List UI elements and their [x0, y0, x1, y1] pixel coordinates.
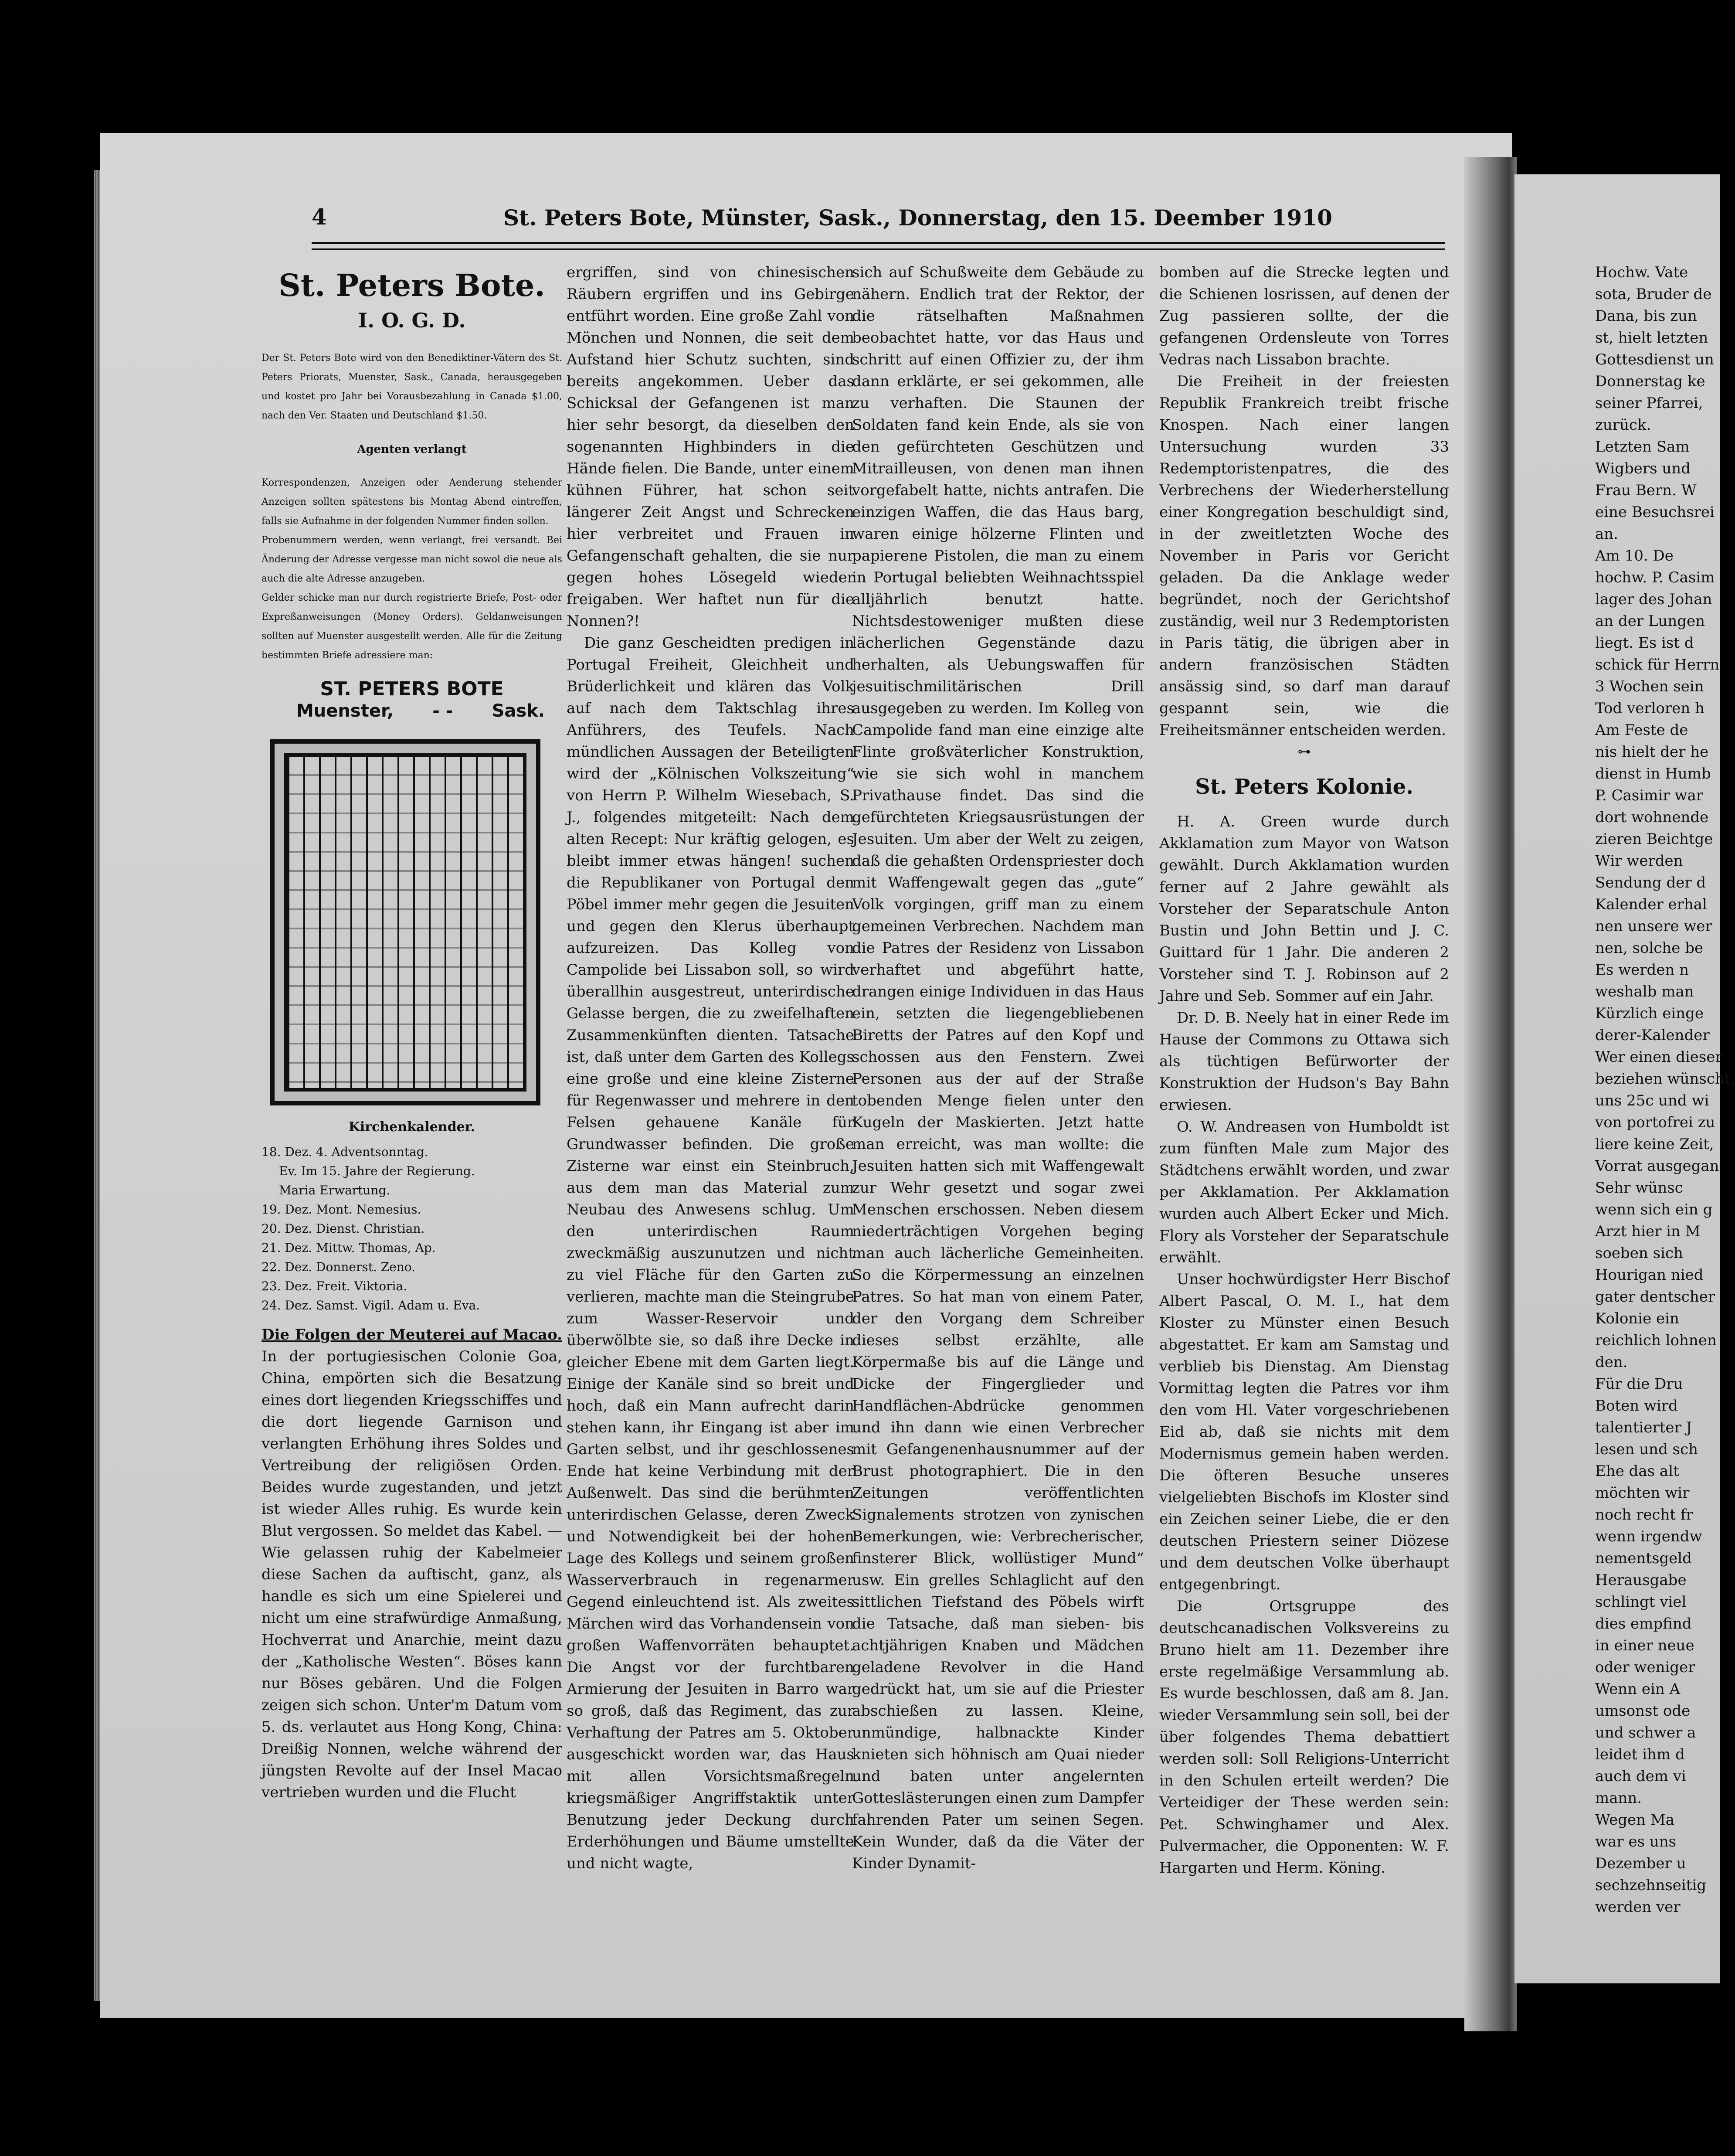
- col4-text-7: Die Ortsgruppe des deutschcanadischen Volksvereins zu Bruno hielt am 11. Dezember ihre erste regelmäßige Versammlung ab. Es wurde beschlossen, daß am 8. Jan. wieder Versammlung sein soll, bei der über folgendes Thema debattiert werden soll: Soll Religions-Unterricht in den Schulen erteilt werden? Die Verteidiger der These werden sein: Pet. Schwinghamer und Alex. Pulvermacher, die Opponenten: W. F. Hargarten und Herm. Köning.: [1159, 1598, 1449, 1877]
- col5-line: Vorrat ausgegan: [1595, 1157, 1719, 1175]
- col5-line: Kalender erhal: [1595, 896, 1707, 913]
- col5-line: Herausgabe: [1595, 1571, 1687, 1589]
- col5-line: Wenn ein A: [1595, 1680, 1681, 1698]
- col5-line: eine Besuchsrei: [1595, 503, 1715, 521]
- col5-line: Dana, bis zun: [1595, 307, 1697, 325]
- col5-line: Wegen Ma: [1595, 1811, 1674, 1829]
- col5-line: leidet ihm d: [1595, 1746, 1685, 1763]
- col2-text-1: ergriffen, sind von chinesischen Räubern ergriffen und ins Gebirge entführt worden. Eine große Zahl von Mönchen und Nonnen, die seit dem Aufstand hier Schutz suchten, sind bereits angekommen. Ueber das Schicksal der Gefangenen ist man hier sehr besorgt, da dieselben den sogenannten Highbinders in die Hände fielen. Die Bande, unter einem kühnen Führer, hat schon seit längerer Zeit Angst und Schrecken hier verbreitet und Frauen in Gefangenschaft gehalten, die sie nur gegen hohes Lösegeld wieder freigaben. Wer haftet nun für die Nonnen?!: [567, 264, 854, 630]
- col5-line: mann.: [1595, 1789, 1642, 1807]
- col5-line: nementsgeld: [1595, 1550, 1692, 1567]
- col5-line: möchten wir: [1595, 1484, 1690, 1502]
- col5-line: Wigbers und: [1595, 460, 1691, 477]
- col5-line: dort wohnende: [1595, 809, 1709, 826]
- masthead-intro: Der St. Peters Bote wird von den Benediktiner-Vätern des St. Peters Priorats, Muenster, Sask., Canada, herausgegeben und kostet pro Jahr bei Vorausbezahlung in Canada $1.00, nach den Ver. Staaten und Deutschland $1.50.: [261, 353, 562, 421]
- col5-line: Wir werden: [1595, 852, 1683, 870]
- calendar-entry: 19. Dez. Mont. Nemesius.: [261, 1202, 421, 1217]
- col5-line: Wer einen dieser: [1595, 1048, 1722, 1066]
- col5-line: an.: [1595, 525, 1618, 543]
- col5-line: umsonst ode: [1595, 1702, 1691, 1720]
- col5-line: P. Casimir war: [1595, 787, 1704, 804]
- col5-line: Tod verloren h: [1595, 700, 1704, 717]
- col5-line: weshalb man: [1595, 983, 1694, 1000]
- col5-line: auch dem vi: [1595, 1768, 1686, 1785]
- col5-line: st, hielt letzten: [1595, 329, 1708, 347]
- col5-line: wenn sich ein g: [1595, 1201, 1713, 1218]
- col5-line: uns 25c und wi: [1595, 1092, 1709, 1109]
- col5-line: Boten wird: [1595, 1397, 1678, 1415]
- col5-line: dies empfind: [1595, 1615, 1692, 1632]
- running-title: St. Peters Bote, Münster, Sask., Donnerstag, den 15. Deember 1910: [503, 205, 1332, 231]
- address-line: [261, 700, 562, 722]
- col5-line: lesen und sch: [1595, 1441, 1698, 1458]
- column-3: [852, 262, 1144, 1874]
- article-macao-text: In der portugiesischen Colonie Goa, China, empörten sich die Besatzung eines dort liegenden Kriegsschiffes und die dort liegende Garnison und verlangten Erhöhung ihres Soldes und Vertreibung der religiösen Orden. Beides wurde zugestanden, und jetzt ist wieder Alles ruhig. Es wurde kein Blut vergossen. So meldet das Kabel. — Wie gelassen ruhig der Kabelmeier diese Sachen da auftischt, ganz, als handle es sich um eine Spielerei und nicht um eine strafwürdige Anmaßung, Hochverrat und Anarchie, meint dazu der „Katholische Westen“. Böses kann nur Böses gebären. Und die Folgen zeigen sich schon. Unter'm Datum vom 5. ds. verlautet aus Hong Kong, China: Dreißig Nonnen, welche während der jüngsten Revolte auf der Insel Macao vertrieben wurden und die Flucht: [261, 1348, 562, 1801]
- col5-line: Am 10. De: [1595, 547, 1674, 565]
- col5-line: von portofrei zu: [1595, 1114, 1715, 1131]
- calendar-entry: 18. Dez. 4. Adventsonntag.: [261, 1145, 428, 1159]
- col5-line: Hochw. Vate: [1595, 264, 1688, 281]
- col5-line: soeben sich: [1595, 1245, 1683, 1262]
- col3-text: sich auf Schußweite dem Gebäude zu nähern. Endlich trat der Rektor, der die rätselhaften Maßnahmen beobachtet hatte, vor das Haus und schritt auf einen Offizier zu, der ihm dann erklärte, er sei gekommen, alle zu verhaften. Die Staunen der Soldaten fand kein Ende, als sie von den gefürchteten Geschützen und Mitrailleusen, von denen man ihnen vorgefabelt hatte, nichts antrafen. Die einzigen Waffen, die das Haus barg, waren einige hölzerne Flinten und papierene Pistolen, die man zu einem in Portugal beliebten Weihnachtsspiel alljährlich benutzt hatte. Nichtsdestoweniger mußten diese lächerlichen Gegenstände dazu herhalten, als Uebungswaffen für jesuitischmilitärischen Drill ausgegeben zu werden. Im Kolleg von Campolide fand man eine einzige alte Flinte großväterlicher Konstruktion, wie sie sich wohl in manchem Privathause findet. Das sind die gefürchteten Kriegsausrüstungen der Jesuiten. Um aber der Welt zu zeigen, daß die gehaßten Ordenspriester doch mit Waffengewalt gegen das „gute“ Volk vorgingen, griff man zu einem gemeinen Verbrechen. Nachdem man die Patres der Residenz von Lissabon verhaftet und abgeführt hatte, drangen einige Individuen in das Haus ein, setzten die liegengebliebenen Biretts der Patres auf den Kopf und schossen aus den Fenstern. Zwei Personen aus der auf der Straße tobenden Menge fielen unter den Kugeln der Maskierten. Jetzt hatte man erreicht, was man wollte: die Jesuiten hatten sich mit Waffengewalt zur Wehr gesetzt und sogar zwei Menschen erschossen. Neben diesem niederträchtigen Vorgehen beging man auch lächerliche Gemeinheiten. So die Körpermessung an einzelnen Patres. So hat man von einem Pater, der den Vorgang dem Schreiber dieses selbst erzählte, alle Körpermaße bis auf die Länge und Dicke der Fingerglieder und Handflächen-Abdrücke genommen und ihn dann wie einen Verbrecher mit Gefangenenhausnummer auf der Brust photographiert. Die in den Zeitungen veröffentlichten Signalements strotzen von zynischen Bemerkungen, wie: Verbrecherischer, finsterer Blick, wollüstiger Mund“ usw. Ein grelles Schlaglicht auf den sittlichen Tiefstand des Pöbels wirft die Tatsache, daß man sieben- bis achtjährigen Knaben und Mädchen geladene Revolver in die Hand gedrückt hat, um sie auf die Priester abschießen zu lassen. Kleine, unmündige, halbnackte Kinder knieten sich höhnisch am Quai nieder und baten unter angelernten Gotteslästerungen einen zum Dampfer fahrenden Pater um seinen Segen. Kein Wunder, daß da die Väter der Kinder Dynamit-: [852, 264, 1144, 1872]
- col5-line: in einer neue: [1595, 1637, 1694, 1654]
- col5-line: beziehen wünscht,: [1595, 1070, 1735, 1088]
- col5-line: dienst in Humb: [1595, 765, 1711, 782]
- col5-line: Sehr wünsc: [1595, 1179, 1683, 1197]
- col5-line: derer-Kalender: [1595, 1027, 1710, 1044]
- notice-3: Gelder schicke man nur durch registrierte Briefe, Post- oder Expreßanweisungen (Money Orders). Geldanweisungen sollten auf Muenster ausgestellt werden. Alle für die Zeitung bestimmten Briefe adressiere man:: [261, 592, 562, 661]
- calendar-rows: [288, 757, 523, 1088]
- calendar-title: Kirchenkalender.: [348, 1119, 475, 1135]
- address-city: Muenster,: [296, 701, 394, 721]
- col5-line: wenn irgendw: [1595, 1528, 1702, 1545]
- col5-line: nis hielt der he: [1595, 743, 1709, 761]
- col4-text-6: Unser hochwürdigster Herr Bischof Albert Pascal, O. M. I., hat dem Kloster zu Münster einen Besuch abgestattet. Er kam am Samstag und verblieb bis Dienstag. Am Dienstag Vormittag legten die Patres vor ihm den vom Hl. Vater vorgeschriebenen Eid ab, daß sie nichts mit dem Modernismus gemein haben werden. Die öfteren Besuche unseres vielgeliebten Bischofs im Kloster sind ein Zeichen seiner Liebe, die er den deutschen Priestern seiner Diözese und dem deutschen Volke überhaupt entgegenbringt.: [1159, 1271, 1449, 1593]
- calendar-entry: 21. Dez. Mittw. Thomas, Ap.: [261, 1241, 436, 1255]
- col5-line: reichlich lohnen: [1595, 1332, 1717, 1349]
- col5-line: Arzt hier in M: [1595, 1223, 1701, 1240]
- col5-line: liere keine Zeit,: [1595, 1136, 1714, 1153]
- col5-line: sota, Bruder de: [1595, 286, 1712, 303]
- article-macao: [261, 1324, 562, 1803]
- col5-line: 3 Wochen sein: [1595, 678, 1704, 695]
- col5-line: Dezember u: [1595, 1855, 1686, 1872]
- calendar-entry: 23. Dez. Freit. Viktoria.: [261, 1279, 407, 1293]
- col5-line: Hourigan nied: [1595, 1266, 1704, 1284]
- col5-line: lager des Johan: [1595, 591, 1712, 608]
- col5-line: gater dentscher: [1595, 1288, 1715, 1306]
- col5-line: sechzehnseitig: [1595, 1877, 1707, 1894]
- col5-line: schick für Herrn: [1595, 656, 1720, 673]
- col5-line: talentierter J: [1595, 1419, 1692, 1436]
- calendar-list: [261, 1143, 562, 1315]
- col5-line: noch recht fr: [1595, 1506, 1693, 1523]
- col5-line: und schwer a: [1595, 1724, 1696, 1741]
- agents-heading: Agenten verlangt: [357, 443, 467, 456]
- book-gutter: [1464, 157, 1517, 2031]
- column-4: [1159, 262, 1449, 1879]
- header-rule: [312, 242, 1445, 250]
- col4-text-1: bomben auf die Strecke legten und die Schienen losrissen, auf denen der Zug passieren sollte, der die gefangenen Ordensleute von Torres Vedras nach Lissabon brachte.: [1159, 264, 1449, 368]
- col5-line: Am Feste de: [1595, 721, 1688, 739]
- address-dash: - -: [432, 701, 453, 721]
- col5-line: Frau Bern. W: [1595, 482, 1697, 499]
- col4-text-2: Die Freiheit in der freiesten Republik Frankreich treibt frische Knospen. Nach einer langen Untersuchung wurden 33 Redemptoristenpatres, die des Verbrechens der Wiederherstellung einer Kongregation beschuldigt sind, in der zweitletzten Woche des November in Paris vor Gericht geladen. Da die Anklage weder begründet, noch der Gerichtshof zuständig, weil nur 3 Redemptoristen in Paris tätig, die übrigen aber in andern französischen Städten ansässig sind, so darf man darauf gespannt sein, wie die Freiheitsmänner entscheiden werden.: [1159, 373, 1449, 739]
- article-macao-heading: Die Folgen der Meuterei auf Macao.: [261, 1326, 562, 1343]
- calendar-entry: 24. Dez. Samst. Vigil. Adam u. Eva.: [261, 1298, 480, 1313]
- col5-line: Es werden n: [1595, 961, 1689, 979]
- calendar-entry: Maria Erwartung.: [279, 1183, 390, 1197]
- col5-line: hochw. P. Casim: [1595, 569, 1715, 586]
- calendar-entry: 20. Dez. Dienst. Christian.: [261, 1221, 425, 1236]
- kolonie-heading: St. Peters Kolonie.: [1195, 775, 1413, 799]
- col5-line: an der Lungen: [1595, 612, 1705, 630]
- column-2: [567, 262, 854, 1874]
- column-5-partial: [1595, 262, 1735, 1918]
- col5-line: werden ver: [1595, 1898, 1681, 1916]
- col4-text-4: Dr. D. B. Neely hat in einer Rede im Hause der Commons zu Ottawa sich als tüchtigen Befürworter der Konstruktion der Hudson's Bay Bahn erwiesen.: [1159, 1009, 1449, 1114]
- col4-text-3: H. A. Green wurde durch Akklamation zum Mayor von Watson gewählt. Durch Akklamation wurden ferner auf 2 Jahre gewählt als Vorsteher der Separatschule Anton Bustin und John Bettin und J. C. Guittard für 1 Jahr. Die anderen 2 Vorsteher sind T. J. Robinson auf 2 Jahre und Seb. Sommer auf ein Jahr.: [1159, 813, 1449, 1005]
- col5-line: seiner Pfarrei,: [1595, 394, 1703, 412]
- col5-line: Ehe das alt: [1595, 1462, 1679, 1480]
- masthead-motto: I. O. G. D.: [358, 309, 466, 332]
- col5-line: zurück.: [1595, 416, 1651, 434]
- col2-text-2: Die ganz Gescheidten predigen in Portugal Freiheit, Gleichheit und Brüderlichkeit und klären das Volk auf nach dem Taktschlag ihres Anführers, des Teufels. Nach mündlichen Aussagen der Beteiligten wird der „Kölnischen Volkszeitung“ von Herrn P. Wilhelm Wiesebach, S. J., folgendes mitgeteilt: Nach dem alten Recept: Nur kräftig gelogen, es bleibt immer etwas hängen! suchen die Republikaner von Portugal den Pöbel immer mehr gegen die Jesuiten und gegen den Klerus überhaupt aufzureizen. Das Kolleg von Campolide bei Lissabon soll, so wird überallhin ausgestreut, unterirdische Gelasse bergen, die zu zweifelhaften Zusammenkünften dienten. Tatsache ist, daß unter dem Garten des Kollegs eine große und eine kleine Zisterne für Regenwasser und mehrere in den Felsen gehauene Kanäle für Grundwasser befinden. Die große Zisterne war einst ein Steinbruch, aus dem man das Material zum Neubau des Anwesens schlug. Um den unterirdischen Raum zweckmäßig auszunutzen und nicht zu viel Fläche für den Garten zu verlieren, machte man die Steingrube zum Wasser-Reservoir und überwölbte sie, so daß ihre Decke in gleicher Ebene mit dem Garten liegt. Einige der Kanäle sind so breit und hoch, daß ein Mann aufrecht darin stehen kann, ihr Eingang ist aber im Garten selbst, und ihr geschlossenes Ende hat keine Verbindung mit der Außenwelt. Das sind die berühmten unterirdischen Gelasse, deren Zweck und Notwendigkeit bei der hohen Lage des Kollegs und seinem großen Wasserverbrauch in regenarmer Gegend einleuchtend ist. Als zweites Märchen wird das Vorhandensein von großen Waffenvorräten behauptet. Die Angst vor der furchtbaren Armierung der Jesuiten in Barro war so groß, daß das Regiment, das zur Verhaftung der Patres am 5. Oktober ausgeschickt worden war, das Haus mit allen Vorsichtsmaßregeln kriegsmäßiger Angriffstaktik unter Benutzung jeder Deckung durch Erderhöhungen und Bäume umstellte und nicht wagte,: [567, 634, 854, 1872]
- running-header: [312, 201, 1440, 238]
- col5-line: oder weniger: [1595, 1659, 1695, 1676]
- col5-line: schlingt viel: [1595, 1593, 1687, 1611]
- column-1: [261, 262, 562, 1803]
- address-name: ST. PETERS BOTE: [320, 678, 504, 700]
- page-number: 4: [312, 204, 327, 230]
- address-prov: Sask.: [492, 701, 545, 721]
- col5-line: den.: [1595, 1353, 1628, 1371]
- col5-line: nen, solche be: [1595, 939, 1704, 957]
- calendar-entry: 22. Dez. Donnerst. Zeno.: [261, 1260, 416, 1274]
- col5-line: zieren Beichtge: [1595, 830, 1713, 848]
- col5-line: war es uns: [1595, 1833, 1677, 1850]
- col5-line: liegt. Es ist d: [1595, 634, 1694, 652]
- ornament: ⊶: [1297, 744, 1311, 759]
- calendar-image: [270, 739, 540, 1105]
- col5-line: Donnerstag ke: [1595, 373, 1705, 390]
- col5-line: Kolonie ein: [1595, 1310, 1679, 1327]
- notice-2: Probenummern werden, wenn verlangt, frei versandt. Bei Änderung der Adresse vergesse man nicht sowol die neue als auch die alte Adresse anzugeben.: [261, 535, 562, 584]
- col5-line: Sendung der d: [1595, 874, 1706, 891]
- notice-1: Korrespondenzen, Anzeigen oder Aenderung stehender Anzeigen sollten spätestens bis Montag Abend eintreffen, falls sie Aufnahme in der folgenden Nummer finden sollen.: [261, 477, 562, 527]
- col5-line: Letzten Sam: [1595, 438, 1690, 456]
- col5-line: Für die Dru: [1595, 1375, 1683, 1393]
- col5-line: nen unsere wer: [1595, 918, 1712, 935]
- col5-line: Kürzlich einge: [1595, 1005, 1704, 1022]
- calendar-entry: Ev. Im 15. Jahre der Regierung.: [279, 1164, 475, 1178]
- masthead-title: St. Peters Bote.: [278, 267, 545, 303]
- col4-text-5: O. W. Andreasen von Humboldt ist zum fünften Male zum Major des Städtchens erwählt worden, und zwar per Akklamation. Per Akklamation wurden auch Albert Ecker und Mich. Flory als Vorsteher der Separatschule erwählt.: [1159, 1118, 1449, 1266]
- col5-line: Gottesdienst un: [1595, 351, 1714, 368]
